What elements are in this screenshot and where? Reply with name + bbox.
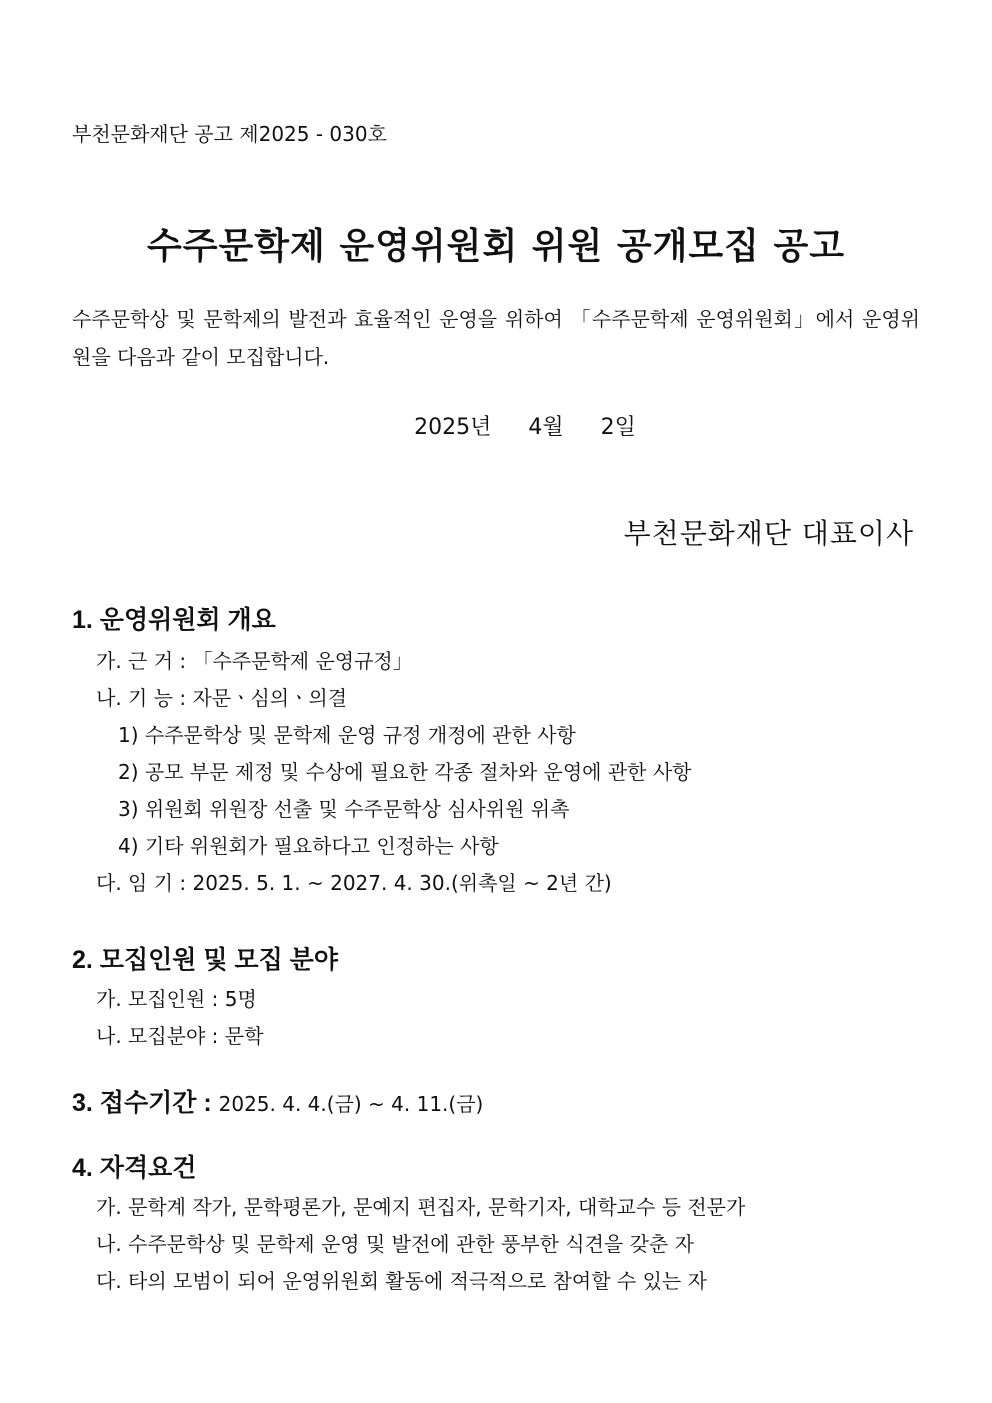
section-1-item-basis: 가. 근 거 : 「수주문학제 운영규정」 <box>96 649 413 673</box>
page-title: 수주문학제 운영위원회 위원 공개모집 공고 <box>146 226 846 267</box>
section-1-item-term: 다. 임 기 : 2025. 5. 1. ~ 2027. 4. 30.(위촉일 ~ 2년 간) <box>96 871 612 895</box>
section-1-item-function: 나. 기 능 : 자문ㆍ심의ㆍ의결 <box>96 686 348 710</box>
notice-number: 부천문화재단 공고 제2025 - 030호 <box>72 122 387 146</box>
function-item-4: 4) 기타 위원회가 필요하다고 인정하는 사항 <box>118 834 499 858</box>
function-item-1: 1) 수주문학상 및 문학제 운영 규정 개정에 관한 사항 <box>118 723 576 747</box>
section-4-heading: 4. 자격요건 <box>72 1154 197 1182</box>
section-2-item-count: 가. 모집인원 : 5명 <box>96 987 257 1011</box>
intro-paragraph: 수주문학상 및 문학제의 발전과 효율적인 운영을 위하여 「수주문학제 운영위원회」에서 운영위원을 다음과 같이 모집합니다. <box>72 307 920 369</box>
section-2-heading: 2. 모집인원 및 모집 분야 <box>72 946 338 974</box>
section-3-value: 2025. 4. 4.(금) ~ 4. 11.(금) <box>218 1092 484 1116</box>
section-4-item-a: 가. 문학계 작가, 문학평론가, 문예지 편집자, 문학기자, 대학교수 등 전문가 <box>96 1195 746 1219</box>
issuer: 부천문화재단 대표이사 <box>623 517 914 550</box>
section-1-heading: 1. 운영위원회 개요 <box>72 606 276 634</box>
section-4-item-b: 나. 수주문학상 및 문학제 운영 및 발전에 관한 풍부한 식견을 갖춘 자 <box>96 1232 694 1256</box>
function-item-3: 3) 위원회 위원장 선출 및 수주문학상 심사위원 위촉 <box>118 797 570 821</box>
section-4-item-c: 다. 타의 모범이 되어 운영위원회 활동에 적극적으로 참여할 수 있는 자 <box>96 1269 707 1293</box>
section-3-heading: 3. 접수기간 : <box>72 1089 212 1117</box>
section-2-item-field: 나. 모집분야 : 문학 <box>96 1024 264 1048</box>
notice-date: 2025년 4월 2일 <box>414 415 636 440</box>
section-3-row <box>72 1083 483 1119</box>
function-item-2: 2) 공모 부문 제정 및 수상에 필요한 각종 절차와 운영에 관한 사항 <box>118 760 692 784</box>
